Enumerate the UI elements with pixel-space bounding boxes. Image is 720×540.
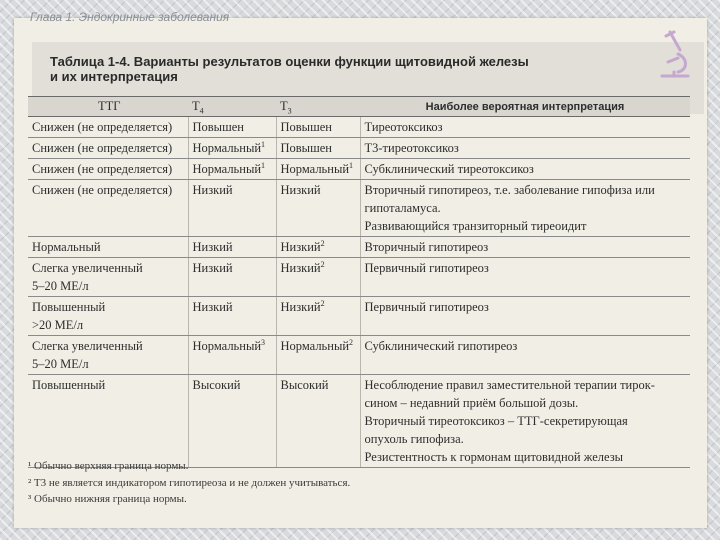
table-row <box>28 180 690 237</box>
cell-interpretation-line: Развивающийся транзиторный тиреоидит <box>364 219 587 233</box>
cell-t4 <box>188 159 276 180</box>
header-tsh: ТТГ <box>28 97 188 117</box>
table-title-line-1: Таблица 1-4. Варианты результатов оценки функции щитовидной железы <box>50 54 529 69</box>
table-row <box>28 159 690 180</box>
table-row <box>28 375 690 468</box>
cell-tsh-line: Снижен (не определяется) <box>32 183 173 197</box>
cell-t4-value: Нормальный <box>192 141 262 155</box>
table-title <box>50 54 580 84</box>
cell-t4 <box>188 237 276 258</box>
running-head: Глава 1. Эндокринные заболевания <box>30 10 230 24</box>
cell-interpretation-line: Вторичный тиреотоксикоз – ТТГ-секретирующая <box>364 414 628 428</box>
cell-t3-footnote-mark: 2 <box>320 298 325 308</box>
cell-tsh-line: Повышенный <box>32 300 106 314</box>
table-row <box>28 336 690 375</box>
cell-t3 <box>276 117 360 138</box>
cell-t4-value: Повышен <box>192 120 244 134</box>
cell-tsh-line: Снижен (не определяется) <box>32 162 173 176</box>
cell-t4-value: Низкий <box>192 261 233 275</box>
header-t3-sub: 3 <box>287 106 292 116</box>
table-row <box>28 237 690 258</box>
cell-tsh-line: Повышенный <box>32 378 106 392</box>
cell-interpretation-line: Несоблюдение правил заместительной терапии тирок- <box>364 378 655 392</box>
cell-tsh-line: 5–20 МЕ/л <box>32 357 89 371</box>
cell-t3-value: Нормальный <box>280 339 350 353</box>
cell-t3-footnote-mark: 2 <box>320 238 325 248</box>
cell-t4 <box>188 138 276 159</box>
cell-t4 <box>188 258 276 297</box>
cell-interpretation <box>360 258 690 297</box>
cell-t3-value: Повышен <box>280 141 332 155</box>
cell-interpretation <box>360 375 690 468</box>
cell-tsh-line: Снижен (не определяется) <box>32 141 173 155</box>
cell-interpretation <box>360 138 690 159</box>
cell-interpretation-line: опухоль гипофиза. <box>364 432 464 446</box>
cell-interpretation-line: Тиреотоксикоз <box>364 120 443 134</box>
cell-t4-value: Низкий <box>192 240 233 254</box>
cell-tsh <box>28 375 188 468</box>
cell-t4-value: Нормальный <box>192 339 262 353</box>
cell-interpretation-line: Субклинический тиреотоксикоз <box>364 162 534 176</box>
results-table-wrap <box>28 96 690 468</box>
cell-tsh <box>28 138 188 159</box>
cell-interpretation-line: Вторичный гипотиреоз <box>364 240 489 254</box>
cell-t4 <box>188 297 276 336</box>
cell-tsh <box>28 180 188 237</box>
cell-tsh-line: 5–20 МЕ/л <box>32 279 89 293</box>
cell-t3 <box>276 237 360 258</box>
footnote: ¹ Обычно верхняя граница нормы. <box>28 460 189 472</box>
table-title-line-2: и их интерпретация <box>50 69 178 84</box>
cell-tsh <box>28 258 188 297</box>
cell-t3-footnote-mark: 2 <box>320 259 325 269</box>
table-row <box>28 117 690 138</box>
cell-tsh-line: >20 МЕ/л <box>32 318 84 332</box>
cell-interpretation-line: Резистентность к гормонам щитовидной железы <box>364 450 624 464</box>
cell-t4-footnote-mark: 1 <box>261 139 266 149</box>
header-t4-label: T <box>192 99 200 113</box>
footnotes <box>28 458 690 508</box>
cell-interpretation <box>360 180 690 237</box>
cell-t3-value: Низкий <box>280 300 321 314</box>
cell-t3-value: Низкий <box>280 240 321 254</box>
cell-tsh <box>28 117 188 138</box>
cell-tsh <box>28 159 188 180</box>
table-row <box>28 297 690 336</box>
cell-t4-value: Низкий <box>192 183 233 197</box>
cell-t3-value: Повышен <box>280 120 332 134</box>
cell-t3 <box>276 180 360 237</box>
cell-t4-footnote-mark: 3 <box>261 337 266 347</box>
cell-t4 <box>188 375 276 468</box>
table-row <box>28 138 690 159</box>
cell-interpretation-line: Первичный гипотиреоз <box>364 300 489 314</box>
cell-t4-value: Высокий <box>192 378 241 392</box>
cell-interpretation <box>360 117 690 138</box>
cell-t3 <box>276 138 360 159</box>
cell-tsh <box>28 237 188 258</box>
table-body <box>28 117 690 468</box>
cell-t3-value: Высокий <box>280 378 329 392</box>
cell-interpretation-line: Первичный гипотиреоз <box>364 261 489 275</box>
cell-tsh-line: Нормальный <box>32 240 101 254</box>
cell-interpretation <box>360 159 690 180</box>
cell-interpretation <box>360 336 690 375</box>
cell-t3 <box>276 375 360 468</box>
header-t4 <box>188 97 276 117</box>
cell-interpretation-line: Вторичный гипотиреоз, т.е. заболевание гипофиза или <box>364 183 655 197</box>
cell-t3-footnote-mark: 2 <box>349 337 354 347</box>
cell-t4-value: Нормальный <box>192 162 262 176</box>
cell-tsh-line: Слегка увеличенный <box>32 261 143 275</box>
cell-t3-value: Низкий <box>280 261 321 275</box>
results-table <box>28 96 690 468</box>
cell-tsh-line: Слегка увеличенный <box>32 339 143 353</box>
header-t3 <box>276 97 360 117</box>
cell-tsh <box>28 336 188 375</box>
cell-t3 <box>276 336 360 375</box>
cell-t4 <box>188 336 276 375</box>
header-t3-label: T <box>280 99 288 113</box>
footnote: ² T3 не является индикатором гипотиреоза и не должен учитываться. <box>28 476 351 489</box>
cell-t4 <box>188 180 276 237</box>
table-row <box>28 258 690 297</box>
cell-t3-footnote-mark: 1 <box>349 160 354 170</box>
header-interpretation: Наиболее вероятная интерпретация <box>360 97 690 117</box>
cell-tsh-line: Снижен (не определяется) <box>32 120 173 134</box>
cell-t3 <box>276 258 360 297</box>
cell-t4-footnote-mark: 1 <box>261 160 266 170</box>
table-header-row <box>28 97 690 117</box>
footnote: ³ Обычно нижняя граница нормы. <box>28 493 187 505</box>
cell-t4 <box>188 117 276 138</box>
cell-tsh <box>28 297 188 336</box>
cell-interpretation <box>360 237 690 258</box>
cell-t3-value: Нормальный <box>280 162 350 176</box>
header-t4-sub: 4 <box>199 106 204 116</box>
cell-t3 <box>276 159 360 180</box>
cell-interpretation-line: гипоталамуса. <box>364 201 441 215</box>
cell-t3-value: Низкий <box>280 183 321 197</box>
cell-interpretation-line: T3-тиреотоксикоз <box>364 141 459 155</box>
cell-interpretation-line: Субклинический гипотиреоз <box>364 339 518 353</box>
cell-t4-value: Низкий <box>192 300 233 314</box>
microscope-icon <box>656 28 692 80</box>
cell-interpretation-line: сином – недавний приём большой дозы. <box>364 396 579 410</box>
cell-interpretation <box>360 297 690 336</box>
cell-t3 <box>276 297 360 336</box>
